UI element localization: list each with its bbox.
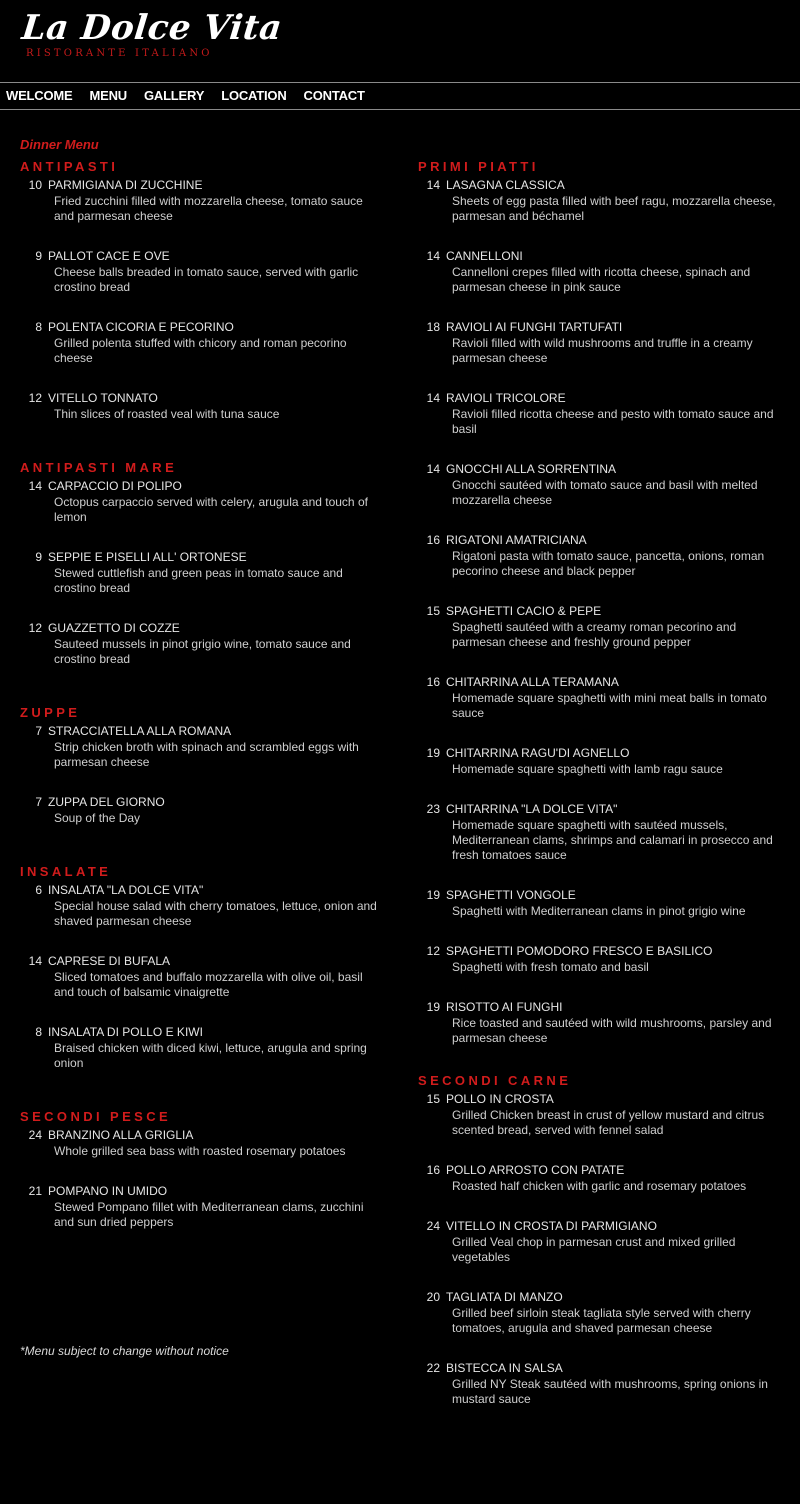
menu-item: [418, 247, 788, 295]
item-name: VITELLO TONNATO: [48, 391, 158, 405]
section-title: INSALATE: [20, 864, 112, 879]
item-name: GUAZZETTO DI COZZE: [48, 621, 180, 635]
item-name: INSALATA DI POLLO E KIWI: [48, 1025, 203, 1039]
menu-item: [418, 800, 788, 863]
item-description: Spaghetti with Mediterranean clams in pinot grigio wine: [452, 904, 746, 918]
right-menu-column: [418, 158, 788, 1407]
menu-item-header: [418, 800, 788, 818]
item-price: 14: [426, 249, 440, 263]
menu-section: [20, 158, 390, 422]
item-description: Homemade square spaghetti with sautéed mussels, Mediterranean clams, shrimps and calamari in prosecco and fresh tomatoes sauce: [452, 818, 773, 862]
item-description: Cannelloni crepes filled with ricotta cheese, spinach and parmesan cheese in pink sauce: [452, 265, 751, 294]
item-price: 20: [426, 1290, 440, 1304]
item-price: 8: [35, 320, 42, 334]
menu-item: [20, 619, 390, 667]
menu-item: [418, 673, 788, 721]
item-price: 14: [426, 178, 440, 192]
item-name: INSALATA "LA DOLCE VITA": [48, 883, 204, 897]
menu-item-header: [20, 548, 390, 566]
menu-item: [418, 744, 788, 777]
item-description: Whole grilled sea bass with roasted rosemary potatoes: [54, 1144, 346, 1158]
item-name: SPAGHETTI POMODORO FRESCO E BASILICO: [446, 944, 713, 958]
item-name: BISTECCA IN SALSA: [446, 1361, 563, 1375]
menu-item: [20, 247, 390, 295]
menu-item: [418, 1161, 788, 1194]
menu-item-header: [20, 176, 390, 194]
item-price: 19: [426, 746, 440, 760]
item-name: BRANZINO ALLA GRIGLIA: [48, 1128, 194, 1142]
item-name: POLLO IN CROSTA: [446, 1092, 554, 1106]
item-price: 23: [426, 802, 440, 816]
item-price: 10: [28, 178, 42, 192]
item-description: Ravioli filled ricotta cheese and pesto with tomato sauce and basil: [452, 407, 774, 436]
menu-item: [418, 531, 788, 579]
menu-item: [20, 1023, 390, 1071]
menu-item: [418, 1090, 788, 1138]
item-price: 15: [426, 604, 440, 618]
section-title: ANTIPASTI MARE: [20, 460, 178, 475]
item-description: Strip chicken broth with spinach and scrambled eggs with parmesan cheese: [54, 740, 359, 769]
menu-item: [20, 881, 390, 929]
logo-subtitle: RISTORANTE ITALIANO: [26, 48, 213, 59]
item-description: Sheets of egg pasta filled with beef ragu, mozzarella cheese, parmesan and béchamel: [452, 194, 776, 223]
menu-section: [20, 459, 390, 667]
item-description: Soup of the Day: [54, 811, 141, 825]
item-price: 21: [28, 1184, 42, 1198]
logo-title: La Dolce Vita: [19, 8, 285, 48]
item-name: CARPACCIO DI POLIPO: [48, 479, 182, 493]
item-price: 6: [35, 883, 42, 897]
menu-item-header: [418, 460, 788, 478]
item-name: RISOTTO AI FUNGHI: [446, 1000, 563, 1014]
item-name: SPAGHETTI VONGOLE: [446, 888, 576, 902]
menu-item-header: [20, 477, 390, 495]
item-name: PARMIGIANA DI ZUCCHINE: [48, 178, 203, 192]
menu-item-header: [418, 1359, 788, 1377]
item-description: Homemade square spaghetti with mini meat balls in tomato sauce: [452, 691, 767, 720]
menu-item-header: [418, 1090, 788, 1108]
item-description: Grilled Veal chop in parmesan crust and mixed grilled vegetables: [452, 1235, 736, 1264]
item-price: 14: [28, 479, 42, 493]
item-description: Thin slices of roasted veal with tuna sauce: [54, 407, 280, 421]
item-name: POLLO ARROSTO CON PATATE: [446, 1163, 625, 1177]
item-description: Grilled beef sirloin steak tagliata style served with cherry tomatoes, arugula and shaved parmesan cheese: [452, 1306, 751, 1335]
item-price: 9: [35, 550, 42, 564]
menu-item: [20, 318, 390, 366]
item-price: 12: [426, 944, 440, 958]
menu-item: [418, 389, 788, 437]
item-description: Grilled NY Steak sautéed with mushrooms, spring onions in mustard sauce: [452, 1377, 768, 1406]
item-description: Homemade square spaghetti with lamb ragu sauce: [452, 762, 723, 776]
menu-item: [418, 602, 788, 650]
menu-item-header: [418, 1217, 788, 1235]
item-description: Cheese balls breaded in tomato sauce, served with garlic crostino bread: [54, 265, 359, 294]
nav-menu[interactable]: MENU: [89, 88, 127, 103]
nav-top-divider: [0, 82, 800, 83]
menu-item: [20, 952, 390, 1000]
item-price: 24: [426, 1219, 440, 1233]
menu-item-header: [20, 389, 390, 407]
menu-item: [20, 548, 390, 596]
item-description: Braised chicken with diced kiwi, lettuce, arugula and spring onion: [54, 1041, 367, 1070]
item-description: Grilled Chicken breast in crust of yellow mustard and citrus scented bread, served with fennel salad: [452, 1108, 765, 1137]
menu-item: [20, 389, 390, 422]
menu-item-header: [418, 1161, 788, 1179]
menu-section: [20, 704, 390, 826]
item-price: 18: [426, 320, 440, 334]
item-price: 9: [35, 249, 42, 263]
section-title: ANTIPASTI: [20, 159, 119, 174]
menu-section: [418, 1072, 788, 1407]
menu-item: [20, 1126, 390, 1159]
menu-item-header: [418, 389, 788, 407]
menu-item: [418, 460, 788, 508]
item-price: 12: [28, 621, 42, 635]
menu-item-header: [418, 998, 788, 1016]
menu-heading: Dinner Menu: [20, 137, 99, 152]
logo[interactable]: [19, 8, 285, 64]
menu-item: [20, 793, 390, 826]
menu-item: [20, 722, 390, 770]
item-name: RAVIOLI AI FUNGHI TARTUFATI: [446, 320, 623, 334]
nav-gallery[interactable]: GALLERY: [143, 88, 205, 103]
item-description: Gnocchi sautéed with tomato sauce and basil with melted mozzarella cheese: [452, 478, 758, 507]
menu-item-header: [418, 886, 788, 904]
menu-item-header: [20, 619, 390, 637]
item-name: CHITARRINA ALLA TERAMANA: [446, 675, 619, 689]
item-description: Sliced tomatoes and buffalo mozzarella with olive oil, basil and touch of balsamic vinaigrette: [54, 970, 363, 999]
menu-item: [418, 1217, 788, 1265]
menu-item-header: [20, 1126, 390, 1144]
item-name: VITELLO IN CROSTA DI PARMIGIANO: [446, 1219, 657, 1233]
item-description: Stewed Pompano fillet with Mediterranean clams, zucchini and sun dried peppers: [54, 1200, 364, 1229]
menu-item-header: [20, 1023, 390, 1041]
menu-item-header: [418, 942, 788, 960]
menu-item: [418, 1288, 788, 1336]
item-description: Roasted half chicken with garlic and rosemary potatoes: [452, 1179, 747, 1193]
item-name: RAVIOLI TRICOLORE: [446, 391, 566, 405]
nav-welcome[interactable]: WELCOME: [6, 88, 73, 103]
menu-item-header: [418, 1288, 788, 1306]
menu-item-header: [20, 881, 390, 899]
item-price: 16: [426, 533, 440, 547]
item-description: Spaghetti sautéed with a creamy roman pecorino and parmesan cheese and freshly ground pepper: [452, 620, 737, 649]
nav-bottom-divider: [0, 109, 800, 110]
item-name: POMPANO IN UMIDO: [48, 1184, 168, 1198]
item-description: Stewed cuttlefish and green peas in tomato sauce and crostino bread: [54, 566, 343, 595]
item-price: 7: [35, 724, 42, 738]
item-name: CANNELLONI: [446, 249, 523, 263]
item-name: RIGATONI AMATRICIANA: [446, 533, 587, 547]
item-name: CHITARRINA "LA DOLCE VITA": [446, 802, 618, 816]
item-name: SPAGHETTI CACIO & PEPE: [446, 604, 602, 618]
menu-item: [20, 477, 390, 525]
menu-item-header: [20, 952, 390, 970]
item-price: 16: [426, 675, 440, 689]
menu-item-header: [20, 722, 390, 740]
menu-item-header: [20, 793, 390, 811]
item-name: LASAGNA CLASSICA: [446, 178, 565, 192]
left-menu-column: [20, 158, 390, 1230]
item-name: GNOCCHI ALLA SORRENTINA: [446, 462, 617, 476]
item-price: 22: [426, 1361, 440, 1375]
menu-section: [20, 863, 390, 1071]
item-name: TAGLIATA DI MANZO: [446, 1290, 563, 1304]
item-price: 14: [28, 954, 42, 968]
item-price: 16: [426, 1163, 440, 1177]
item-price: 15: [426, 1092, 440, 1106]
menu-item: [418, 942, 788, 975]
menu-item: [20, 1182, 390, 1230]
item-name: ZUPPA DEL GIORNO: [48, 795, 165, 809]
item-description: Octopus carpaccio served with celery, arugula and touch of lemon: [54, 495, 368, 524]
section-title: ZUPPE: [20, 705, 81, 720]
menu-item: [418, 318, 788, 366]
item-price: 14: [426, 391, 440, 405]
menu-section: [20, 1108, 390, 1230]
section-title: SECONDI CARNE: [418, 1073, 572, 1088]
menu-item-header: [20, 318, 390, 336]
item-description: Sauteed mussels in pinot grigio wine, tomato sauce and crostino bread: [54, 637, 351, 666]
item-name: STRACCIATELLA ALLA ROMANA: [48, 724, 232, 738]
item-description: Rigatoni pasta with tomato sauce, pancetta, onions, roman pecorino cheese and black pepper: [452, 549, 765, 578]
menu-item-header: [20, 1182, 390, 1200]
menu-item-header: [418, 744, 788, 762]
menu-item-header: [418, 531, 788, 549]
item-description: Ravioli filled with wild mushrooms and truffle in a creamy parmesan cheese: [452, 336, 753, 365]
item-description: Rice toasted and sautéed with wild mushrooms, parsley and parmesan cheese: [452, 1016, 772, 1045]
nav-location[interactable]: LOCATION: [221, 88, 287, 103]
menu-item: [418, 1359, 788, 1407]
item-description: Spaghetti with fresh tomato and basil: [452, 960, 649, 974]
menu-item: [20, 176, 390, 224]
item-price: 19: [426, 888, 440, 902]
item-price: 24: [28, 1128, 42, 1142]
item-price: 8: [35, 1025, 42, 1039]
item-price: 14: [426, 462, 440, 476]
item-description: Grilled polenta stuffed with chicory and roman pecorino cheese: [54, 336, 347, 365]
item-price: 19: [426, 1000, 440, 1014]
menu-item-header: [418, 602, 788, 620]
item-price: 7: [35, 795, 42, 809]
item-description: Special house salad with cherry tomatoes, lettuce, onion and shaved parmesan cheese: [54, 899, 377, 928]
item-name: PALLOT CACE E OVE: [48, 249, 170, 263]
item-name: CAPRESE DI BUFALA: [48, 954, 171, 968]
menu-item-header: [20, 247, 390, 265]
menu-section: [418, 158, 788, 1046]
nav-contact[interactable]: CONTACT: [303, 88, 365, 103]
menu-item-header: [418, 176, 788, 194]
menu-item-header: [418, 318, 788, 336]
item-name: CHITARRINA RAGU'DI AGNELLO: [446, 746, 630, 760]
item-price: 12: [28, 391, 42, 405]
menu-item-header: [418, 247, 788, 265]
menu-footnote: *Menu subject to change without notice: [20, 1344, 229, 1358]
menu-item: [418, 886, 788, 919]
item-name: POLENTA CICORIA E PECORINO: [48, 320, 234, 334]
menu-item: [418, 998, 788, 1046]
menu-item-header: [418, 673, 788, 691]
menu-item: [418, 176, 788, 224]
item-name: SEPPIE E PISELLI ALL' ORTONESE: [48, 550, 247, 564]
section-title: PRIMI PIATTI: [418, 159, 539, 174]
section-title: SECONDI PESCE: [20, 1109, 172, 1124]
item-description: Fried zucchini filled with mozzarella cheese, tomato sauce and parmesan cheese: [54, 194, 363, 223]
main-nav: [6, 88, 382, 103]
